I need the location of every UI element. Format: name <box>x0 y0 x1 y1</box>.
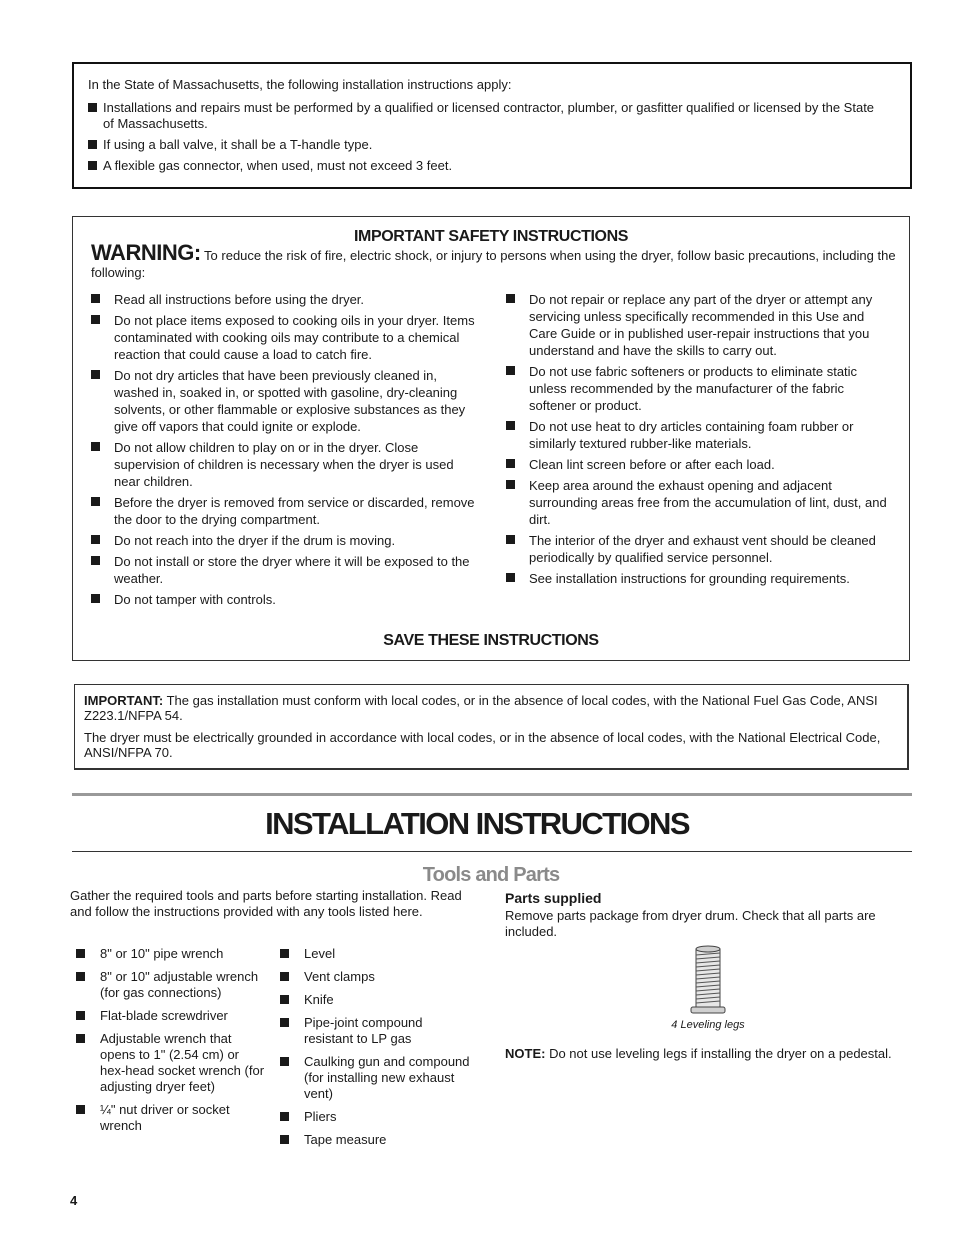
square-bullet-icon <box>506 294 515 303</box>
square-bullet-icon <box>91 594 100 603</box>
square-bullet-icon <box>280 1135 289 1144</box>
square-bullet-icon <box>506 366 515 375</box>
square-bullet-icon <box>506 459 515 468</box>
list-item: Vent clamps <box>280 969 470 985</box>
square-bullet-icon <box>506 480 515 489</box>
important-notice-box <box>74 684 909 770</box>
square-bullet-icon <box>76 1011 85 1020</box>
list-item: 8" or 10" adjustable wrench (for gas connections) <box>76 969 266 1001</box>
list-item: Do not repair or replace any part of the dryer or attempt any servicing unless specifically recommended in this Use and Care Guide or in published user-repair instructions that you understand and have the skills to carry out. <box>506 291 894 359</box>
list-item: Pipe-joint compound resistant to LP gas <box>280 1015 470 1047</box>
square-bullet-icon <box>280 1018 289 1027</box>
square-bullet-icon <box>91 315 100 324</box>
list-item: Do not tamper with controls. <box>91 591 483 608</box>
list-item: Level <box>280 946 470 962</box>
square-bullet-icon <box>88 140 97 149</box>
list-item: Clean lint screen before or after each load. <box>506 456 894 473</box>
list-item: Do not dry articles that have been previously cleaned in, washed in, soaked in, or spotted with gasoline, dry-cleaning solvents, or other flammable or explosive substances as they give off vapors that could ignite or explode. <box>91 367 483 435</box>
leveling-legs-caption: 4 Leveling legs <box>671 1019 745 1031</box>
warning-paragraph <box>91 240 896 281</box>
square-bullet-icon <box>88 161 97 170</box>
list-item: Pliers <box>280 1109 470 1125</box>
list-item: Read all instructions before using the dryer. <box>91 291 483 308</box>
parts-supplied-heading: Parts supplied <box>505 890 602 906</box>
list-item: Before the dryer is removed from service or discarded, remove the door to the drying compartment. <box>91 494 483 528</box>
square-bullet-icon <box>280 972 289 981</box>
list-item: Flat-blade screwdriver <box>76 1008 266 1024</box>
square-bullet-icon <box>506 573 515 582</box>
list-item: The interior of the dryer and exhaust vent should be cleaned periodically by qualified service personnel. <box>506 532 894 566</box>
list-item: If using a ball valve, it shall be a T-handle type. <box>88 137 888 153</box>
tools-list-right <box>280 946 470 1155</box>
list-item: ¼" nut driver or socket wrench <box>76 1102 266 1134</box>
leveling-leg-icon <box>688 945 728 1015</box>
massachusetts-intro: In the State of Massachusetts, the following installation instructions apply: <box>88 77 512 92</box>
list-item: A flexible gas connector, when used, must not exceed 3 feet. <box>88 158 888 174</box>
safety-right-list <box>506 291 894 591</box>
list-item: Do not use heat to dry articles containing foam rubber or similarly textured rubber-like materials. <box>506 418 894 452</box>
note-paragraph: NOTE: Do not use leveling legs if installing the dryer on a pedestal. <box>505 1046 892 1061</box>
safety-heading: IMPORTANT SAFETY INSTRUCTIONS <box>353 228 629 245</box>
square-bullet-icon <box>280 949 289 958</box>
square-bullet-icon <box>91 294 100 303</box>
square-bullet-icon <box>91 556 100 565</box>
note-label: NOTE: <box>505 1046 546 1061</box>
important-label: IMPORTANT: <box>84 693 164 708</box>
save-instructions-heading: SAVE THESE INSTRUCTIONS <box>383 632 599 649</box>
list-item: Do not use fabric softeners or products to eliminate static unless recommended by the manufacturer of the fabric softener or product. <box>506 363 894 414</box>
page-number: 4 <box>70 1193 78 1208</box>
list-item: Adjustable wrench that opens to 1" (2.54 cm) or hex-head socket wrench (for adjusting dryer feet) <box>76 1031 266 1095</box>
section-subtitle: Tools and Parts <box>422 864 560 886</box>
list-item: Caulking gun and compound (for installing new exhaust vent) <box>280 1054 470 1102</box>
square-bullet-icon <box>76 1034 85 1043</box>
list-item: Installations and repairs must be performed by a qualified or licensed contractor, plumber, or gasfitter qualified or licensed by the State of Massachusetts. <box>88 100 888 132</box>
list-item: 8" or 10" pipe wrench <box>76 946 266 962</box>
square-bullet-icon <box>506 535 515 544</box>
important-paragraph-electrical: The dryer must be electrically grounded in accordance with local codes, or in the absence of local codes, with the National Electrical Code, ANSI/NFPA 70. <box>84 730 881 760</box>
square-bullet-icon <box>91 370 100 379</box>
square-bullet-icon <box>88 103 97 112</box>
list-item: Knife <box>280 992 470 1008</box>
parts-supplied-text: Remove parts package from dryer drum. Check that all parts are included. <box>505 908 876 939</box>
massachusetts-list <box>88 100 888 179</box>
safety-instructions-box <box>72 216 910 661</box>
square-bullet-icon <box>506 421 515 430</box>
section-divider <box>72 793 912 796</box>
massachusetts-notice-box <box>72 62 912 189</box>
list-item: Do not place items exposed to cooking oils in your dryer. Items contaminated with cooking oils may contribute to a chemical reaction that could cause a load to catch fire. <box>91 312 483 363</box>
list-item: Do not reach into the dryer if the drum is moving. <box>91 532 483 549</box>
warning-text: To reduce the risk of fire, electric shock, or injury to persons when using the dryer, follow basic precautions, including the following: <box>91 248 896 280</box>
list-item: Do not allow children to play on or in the dryer. Close supervision of children is necessary when the dryer is used near children. <box>91 439 483 490</box>
square-bullet-icon <box>280 995 289 1004</box>
square-bullet-icon <box>91 442 100 451</box>
list-item: Do not install or store the dryer where it will be exposed to the weather. <box>91 553 483 587</box>
warning-label: WARNING: <box>91 240 201 265</box>
tools-list-left <box>76 946 266 1141</box>
square-bullet-icon <box>91 497 100 506</box>
square-bullet-icon <box>280 1112 289 1121</box>
page-title: INSTALLATION INSTRUCTIONS <box>265 806 689 841</box>
important-paragraph-gas: IMPORTANT: The gas installation must conform with local codes, or in the absence of local codes, with the National Fuel Gas Code, ANSI Z223.1/NFPA 54. <box>84 693 878 723</box>
square-bullet-icon <box>76 972 85 981</box>
title-divider <box>72 851 912 852</box>
square-bullet-icon <box>76 1105 85 1114</box>
safety-left-list <box>91 291 483 612</box>
list-item: Keep area around the exhaust opening and adjacent surrounding areas free from the accumulation of lint, dust, and dirt. <box>506 477 894 528</box>
square-bullet-icon <box>76 949 85 958</box>
list-item: Tape measure <box>280 1132 470 1148</box>
square-bullet-icon <box>280 1057 289 1066</box>
square-bullet-icon <box>91 535 100 544</box>
list-item: See installation instructions for grounding requirements. <box>506 570 894 587</box>
gather-tools-text: Gather the required tools and parts before starting installation. Read and follow the instructions provided with any tools listed here. <box>70 888 462 919</box>
